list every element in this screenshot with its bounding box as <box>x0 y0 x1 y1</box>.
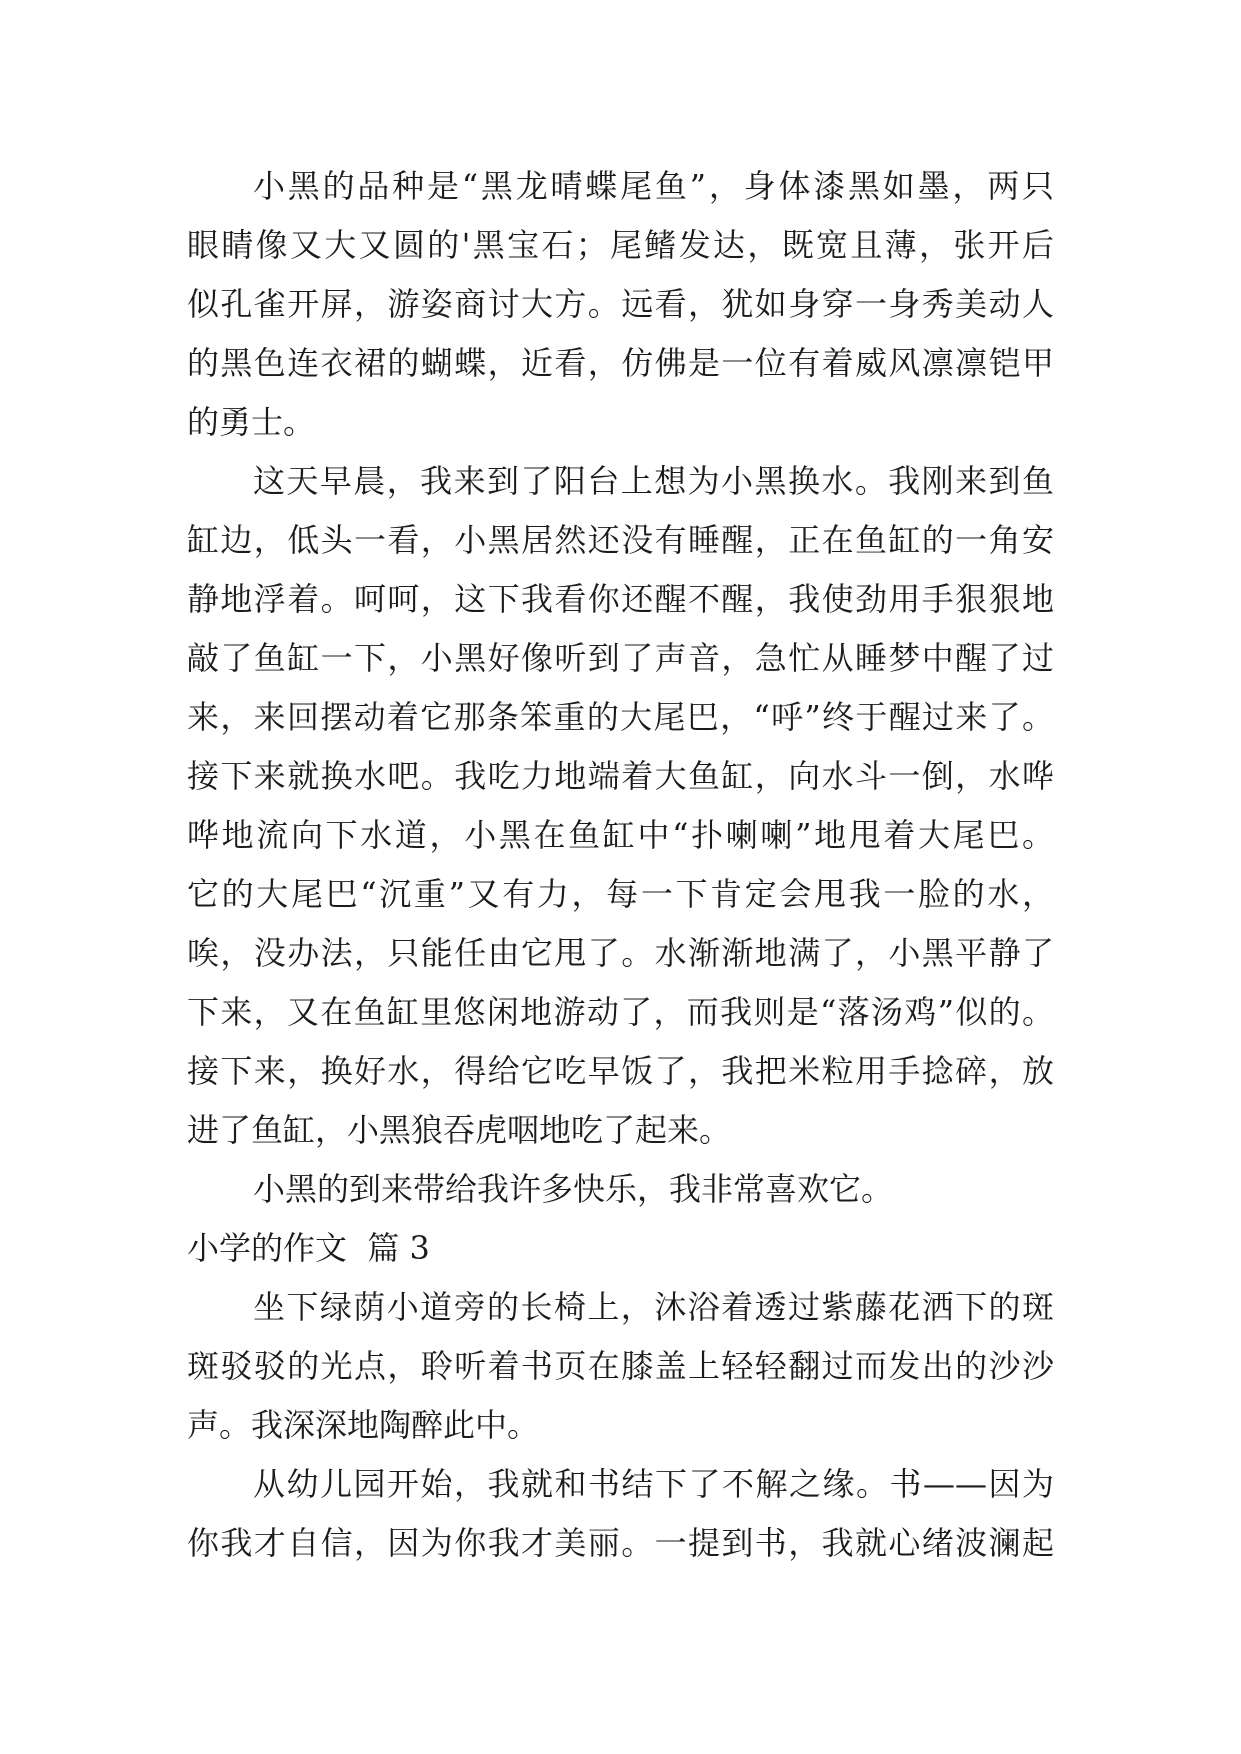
paragraph-line: 坐下绿荫小道旁的长椅上，沐浴着透过紫藤花洒下的斑 <box>253 1288 1054 1326</box>
paragraph-line: 接下来就换水吧。我吃力地端着大鱼缸，向水斗一倒，水哗 <box>187 757 1054 795</box>
paragraph-line: 哗地流向下水道，小黑在鱼缸中“扑喇喇”地甩着大尾巴。 <box>187 816 1054 854</box>
paragraph-line: 小黑的品种是“黑龙晴蝶尾鱼”，身体漆黑如墨，两只 <box>253 167 1054 205</box>
paragraph-line: 接下来，换好水，得给它吃早饭了，我把米粒用手捻碎，放 <box>187 1052 1054 1090</box>
paragraph <box>187 1160 1054 1219</box>
paragraph-line: 眼睛像又大又圆的'黑宝石；尾鳍发达，既宽且薄，张开后 <box>187 226 1054 264</box>
paragraph-line: 进了鱼缸，小黑狼吞虎咽地吃了起来。 <box>187 1111 732 1149</box>
paragraph-line: 静地浮着。呵呵，这下我看你还醒不醒，我使劲用手狠狠地 <box>187 580 1054 618</box>
section-heading: 小学的作文 篇 3 <box>187 1229 430 1267</box>
paragraph-line: 从幼儿园开始，我就和书结下了不解之缘。书——因为 <box>253 1465 1054 1503</box>
paragraph-line: 的黑色连衣裙的蝴蝶，近看，仿佛是一位有着威风凛凛铠甲 <box>187 344 1054 382</box>
paragraph-line: 唉，没办法，只能任由它甩了。水渐渐地满了，小黑平静了 <box>187 934 1054 972</box>
document-page <box>187 157 1054 1573</box>
paragraph-line: 这天早晨，我来到了阳台上想为小黑换水。我刚来到鱼 <box>253 462 1054 500</box>
paragraph-line: 来，来回摆动着它那条笨重的大尾巴，“呼”终于醒过来了。 <box>187 698 1054 736</box>
paragraph-line: 小黑的到来带给我许多快乐，我非常喜欢它。 <box>253 1170 894 1208</box>
paragraph-line: 缸边，低头一看，小黑居然还没有睡醒，正在鱼缸的一角安 <box>187 521 1054 559</box>
paragraph <box>187 1455 1054 1573</box>
paragraph <box>187 157 1054 452</box>
paragraph-line: 声。我深深地陶醉此中。 <box>187 1406 540 1444</box>
paragraph-line: 似孔雀开屏，游姿商讨大方。远看，犹如身穿一身秀美动人 <box>187 285 1054 323</box>
paragraph-line: 你我才自信，因为你我才美丽。一提到书，我就心绪波澜起 <box>187 1524 1054 1562</box>
paragraph <box>187 1278 1054 1455</box>
paragraph-line: 的勇士。 <box>187 403 316 441</box>
paragraph-line: 它的大尾巴“沉重”又有力，每一下肯定会甩我一脸的水， <box>187 875 1054 913</box>
paragraph-line: 斑驳驳的光点，聆听着书页在膝盖上轻轻翻过而发出的沙沙 <box>187 1347 1054 1385</box>
paragraph <box>187 452 1054 1160</box>
paragraph-line: 敲了鱼缸一下，小黑好像听到了声音，急忙从睡梦中醒了过 <box>187 639 1054 677</box>
paragraph-line: 下来，又在鱼缸里悠闲地游动了，而我则是“落汤鸡”似的。 <box>187 993 1054 1031</box>
